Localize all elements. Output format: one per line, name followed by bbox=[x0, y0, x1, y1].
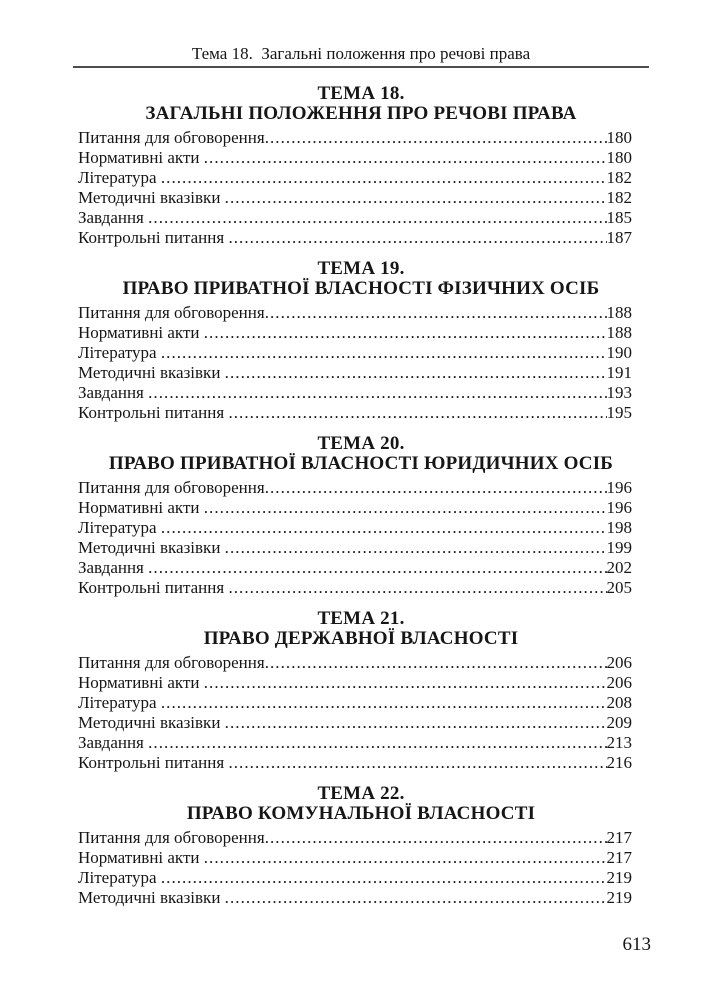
dot-leader bbox=[228, 578, 606, 598]
toc-entry[interactable] bbox=[73, 828, 649, 848]
toc-section-tema-18 bbox=[73, 84, 649, 248]
section-title-line2: ПРАВО ДЕРЖАВНОЇ ВЛАСНОСТІ bbox=[203, 628, 519, 649]
toc-entry-label: Нормативні акти bbox=[78, 323, 204, 342]
toc-entry[interactable] bbox=[73, 478, 649, 498]
toc-entry-page: 193 bbox=[606, 383, 632, 402]
dot-leader bbox=[265, 478, 607, 498]
toc-entry-label: Література bbox=[78, 868, 161, 887]
dot-leader bbox=[265, 828, 607, 848]
toc-entry-page: 219 bbox=[606, 868, 632, 887]
toc-entry-label: Завдання bbox=[78, 558, 149, 577]
toc-entry[interactable] bbox=[73, 323, 649, 343]
dot-leader bbox=[225, 363, 607, 383]
dot-leader bbox=[204, 498, 607, 518]
toc-entry[interactable] bbox=[73, 168, 649, 188]
dot-leader bbox=[161, 518, 607, 538]
toc-entry-label: Нормативні акти bbox=[78, 148, 204, 167]
toc-entry-label: Нормативні акти bbox=[78, 673, 204, 692]
toc-entry-label: Література bbox=[78, 518, 161, 537]
dot-leader bbox=[161, 868, 607, 888]
dot-leader bbox=[161, 168, 607, 188]
toc-entry[interactable] bbox=[73, 733, 649, 753]
toc-entry[interactable] bbox=[73, 673, 649, 693]
dot-leader bbox=[225, 888, 607, 908]
page-number: 613 bbox=[622, 934, 651, 955]
toc-entry-label: Питання для обговорення bbox=[78, 128, 265, 147]
dot-leader bbox=[204, 323, 607, 343]
content-area bbox=[73, 0, 649, 908]
dot-leader bbox=[148, 558, 606, 578]
section-title-line1: ТЕМА 22. bbox=[317, 783, 405, 804]
toc-entry-label: Методичні вказівки bbox=[78, 188, 225, 207]
section-title-line1: ТЕМА 21. bbox=[317, 608, 405, 629]
section-title-line2: ЗАГАЛЬНІ ПОЛОЖЕННЯ ПРО РЕЧОВІ ПРАВА bbox=[145, 103, 577, 124]
toc-entry-page: 191 bbox=[606, 363, 632, 382]
toc-entry-page: 180 bbox=[606, 128, 632, 147]
toc-entry[interactable] bbox=[73, 498, 649, 518]
section-title bbox=[73, 434, 649, 474]
toc-entry-label: Література bbox=[78, 693, 161, 712]
toc-entry-page: 196 bbox=[606, 498, 632, 517]
toc-entry[interactable] bbox=[73, 753, 649, 773]
toc-entry-label: Література bbox=[78, 168, 161, 187]
toc-entry-label: Контрольні питання bbox=[78, 228, 229, 247]
toc-entry-page: 213 bbox=[606, 733, 632, 752]
toc-entry-page: 195 bbox=[606, 403, 632, 422]
dot-leader bbox=[204, 848, 607, 868]
dot-leader bbox=[204, 673, 607, 693]
dot-leader bbox=[161, 693, 607, 713]
toc-entry-page: 185 bbox=[606, 208, 632, 227]
toc-entry[interactable] bbox=[73, 343, 649, 363]
toc-entry-page: 198 bbox=[606, 518, 632, 537]
toc-entry-page: 182 bbox=[606, 188, 632, 207]
toc-entry-page: 182 bbox=[606, 168, 632, 187]
toc-entry-page: 188 bbox=[606, 323, 632, 342]
toc-entry[interactable] bbox=[73, 713, 649, 733]
toc-entry[interactable] bbox=[73, 188, 649, 208]
toc-entry-label: Питання для обговорення bbox=[78, 303, 265, 322]
section-title-line1: ТЕМА 18. bbox=[317, 83, 405, 104]
toc-entry[interactable] bbox=[73, 128, 649, 148]
dot-leader bbox=[225, 538, 607, 558]
toc-entry-page: 219 bbox=[606, 888, 632, 907]
toc-entry-page: 208 bbox=[606, 693, 632, 712]
dot-leader bbox=[265, 128, 607, 148]
toc-entry-page: 217 bbox=[606, 848, 632, 867]
toc-entry-page: 209 bbox=[606, 713, 632, 732]
toc-entry-label: Питання для обговорення bbox=[78, 478, 265, 497]
toc-entry-page: 217 bbox=[606, 828, 632, 847]
dot-leader bbox=[228, 403, 606, 423]
toc-entry-label: Методичні вказівки bbox=[78, 888, 225, 907]
toc-entry-page: 202 bbox=[606, 558, 632, 577]
toc-entry-page: 205 bbox=[606, 578, 632, 597]
dot-leader bbox=[228, 228, 606, 248]
section-title bbox=[73, 259, 649, 299]
toc-entry-page: 206 bbox=[606, 673, 632, 692]
toc-entry-label: Методичні вказівки bbox=[78, 363, 225, 382]
toc-entry[interactable] bbox=[73, 363, 649, 383]
toc-entry[interactable] bbox=[73, 148, 649, 168]
toc-entry-label: Література bbox=[78, 343, 161, 362]
toc-entry-label: Контрольні питання bbox=[78, 753, 229, 772]
toc-entry[interactable] bbox=[73, 518, 649, 538]
dot-leader bbox=[265, 653, 607, 673]
toc-entry[interactable] bbox=[73, 403, 649, 423]
toc-entry[interactable] bbox=[73, 538, 649, 558]
toc-entry-page: 187 bbox=[606, 228, 632, 247]
toc-section-tema-19 bbox=[73, 259, 649, 423]
dot-leader bbox=[148, 208, 606, 228]
dot-leader bbox=[265, 303, 607, 323]
toc-entry-label: Питання для обговорення bbox=[78, 828, 265, 847]
toc-entry-label: Нормативні акти bbox=[78, 498, 204, 517]
toc-entry-page: 216 bbox=[606, 753, 632, 772]
toc-entry-page: 196 bbox=[606, 478, 632, 497]
toc-entry-label: Методичні вказівки bbox=[78, 713, 225, 732]
section-title bbox=[73, 609, 649, 649]
toc-entry-page: 190 bbox=[606, 343, 632, 362]
toc-entry-label: Контрольні питання bbox=[78, 578, 229, 597]
header-rule bbox=[73, 66, 649, 68]
dot-leader bbox=[204, 148, 607, 168]
toc-entry-label: Питання для обговорення bbox=[78, 653, 265, 672]
section-title-line2: ПРАВО КОМУНАЛЬНОЇ ВЛАСНОСТІ bbox=[186, 803, 536, 824]
section-title-line2: ПРАВО ПРИВАТНОЇ ВЛАСНОСТІ ФІЗИЧНИХ ОСІБ bbox=[122, 278, 600, 299]
toc-entry-label: Завдання bbox=[78, 733, 149, 752]
toc-section-tema-20 bbox=[73, 434, 649, 598]
section-title bbox=[73, 784, 649, 824]
toc-entry[interactable] bbox=[73, 208, 649, 228]
dot-leader bbox=[225, 188, 607, 208]
toc-entry[interactable] bbox=[73, 383, 649, 403]
toc-entry[interactable] bbox=[73, 303, 649, 323]
toc-entry[interactable] bbox=[73, 558, 649, 578]
dot-leader bbox=[161, 343, 607, 363]
toc-entry[interactable] bbox=[73, 653, 649, 673]
dot-leader bbox=[148, 383, 606, 403]
section-title-line1: ТЕМА 20. bbox=[317, 433, 405, 454]
toc-entry[interactable] bbox=[73, 848, 649, 868]
dot-leader bbox=[225, 713, 607, 733]
toc-entry-page: 199 bbox=[606, 538, 632, 557]
dot-leader bbox=[228, 753, 606, 773]
toc-section-tema-22 bbox=[73, 784, 649, 908]
toc-entry-label: Нормативні акти bbox=[78, 848, 204, 867]
toc-entry-label: Методичні вказівки bbox=[78, 538, 225, 557]
section-title-line1: ТЕМА 19. bbox=[317, 258, 405, 279]
toc-entry[interactable] bbox=[73, 693, 649, 713]
toc-entry-label: Завдання bbox=[78, 383, 149, 402]
running-header: Тема 18. Загальні положення про речові права bbox=[191, 44, 531, 63]
toc-entry[interactable] bbox=[73, 578, 649, 598]
toc-section-tema-21 bbox=[73, 609, 649, 773]
dot-leader bbox=[148, 733, 606, 753]
toc-entry-page: 206 bbox=[606, 653, 632, 672]
toc-entry[interactable] bbox=[73, 228, 649, 248]
toc-entry-page: 188 bbox=[606, 303, 632, 322]
toc-entry-page: 180 bbox=[606, 148, 632, 167]
toc-entry-label: Завдання bbox=[78, 208, 149, 227]
section-title-line2: ПРАВО ПРИВАТНОЇ ВЛАСНОСТІ ЮРИДИЧНИХ ОСІБ bbox=[108, 453, 614, 474]
toc-entry-label: Контрольні питання bbox=[78, 403, 229, 422]
section-title bbox=[73, 84, 649, 124]
toc-entry[interactable] bbox=[73, 888, 649, 908]
toc-entry[interactable] bbox=[73, 868, 649, 888]
